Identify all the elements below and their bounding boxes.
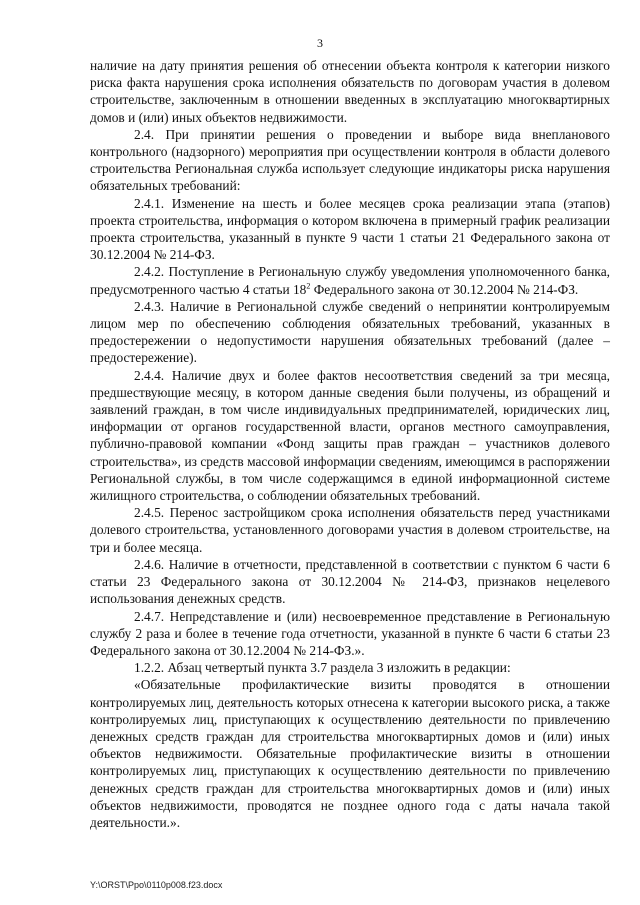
paragraph-1-2-2: 1.2.2. Абзац четвертый пункта 3.7 раздела 3 изложить в редакции: [134,660,511,676]
paragraph-2-4-4: 2.4.4. Наличие двух и более фактов несоответствия сведений за три месяца, предшествующие месяцу, в котором данные сведения были получены, из обращений и заявлений граждан, в том числе индивидуальных предпринимателей, юридических лиц, информации от органов государственной власти, органов местного самоуправления, публично-правовой компании «Фонд защиты прав граждан – участников долевого строительства», из средств массовой информации сведениям, имеющимся в распоряжении Региональной службы, в том числе содержащимся в единой информационной системе жилищного строительства, о соблюдении обязательных требований. [90,367,610,504]
paragraph-2-4: 2.4. При принятии решения о проведении и выборе вида внепланового контрольного (надзорного) мероприятия при осуществлении контроля в области долевого строительства Региональная служба использует следующие индикаторы риска нарушения обязательных требований: [90,126,610,194]
paragraph-2-4-1: 2.4.1. Изменение на шесть и более месяцев срока реализации этапа (этапов) проекта строительства, информация о котором включена в примерный график реализации проекта строительства, указанный в пункте 9 части 1 статьи 21 Федерального закона от 30.12.2004 № 214-ФЗ. [90,195,610,263]
footer-file-path: Y:\ORST\Ppo\0110p008.f23.docx [90,880,223,890]
paragraph-2-4-2 [90,263,610,297]
paragraph-2-4-2-text-before: 2.4.2. Поступление в Региональную службу уведомления уполномоченного банка, предусмотренного частью 4 статьи 18 [90,264,610,297]
paragraph-2-4-6: 2.4.6. Наличие в отчетности, представленной в соответствии с пунктом 6 части 6 статьи 23 Федерального закона от 30.12.2004 № 214-ФЗ, признаков нецелевого использования денежных средств. [90,556,610,607]
document-body [90,57,610,831]
paragraph-quote: «Обязательные профилактические визиты проводятся в отношении контролируемых лиц, деятельность которых отнесена к категории высокого риска, а также контролируемых лиц, приступающих к осуществлению деятельности по привлечению денежных средств граждан для строительства многоквартирных домов и (или) иных объектов недвижимости. Обязательные профилактические визиты в отношении контролируемых лиц, приступающих к осуществлению деятельности по привлечению денежных средств граждан для строительства многоквартирных домов и (или) иных объектов недвижимости, проводятся не позднее одного года с даты начала такой деятельности.». [90,677,610,830]
paragraph-2-4-3: 2.4.3. Наличие в Региональной службе сведений о непринятии контролируемым лицом мер по обеспечению соблюдения обязательных требований, указанных в предостережении о недопустимости нарушения обязательных требований (далее – предостережение). [90,298,610,366]
paragraph-2-4-5: 2.4.5. Перенос застройщиком срока исполнения обязательств перед участниками долевого строительства, установленного договорами участия в долевом строительстве, на три и более месяца. [90,505,610,555]
paragraph-2-4-7: 2.4.7. Непредставление и (или) несвоевременное представление в Региональную службу 2 раза и более в течение года отчетности, указанной в пункте 6 части 6 статьи 23 Федерального закона от 30.12.2004 № 214-ФЗ.». [90,608,610,658]
page-number: 3 [317,36,323,50]
article-superscript: 2 [306,281,311,291]
paragraph-2-4-2-text-after: Федерального закона от 30.12.2004 № 214-ФЗ. [310,281,579,297]
paragraph-continuation: наличие на дату принятия решения об отнесении объекта контроля к категории низкого риска факта нарушения срока исполнения обязательств по договорам участия в долевом строительстве, заключенным в отношении введенных в эксплуатацию многоквартирных домов и (или) иных объектов недвижимости. [90,58,610,125]
